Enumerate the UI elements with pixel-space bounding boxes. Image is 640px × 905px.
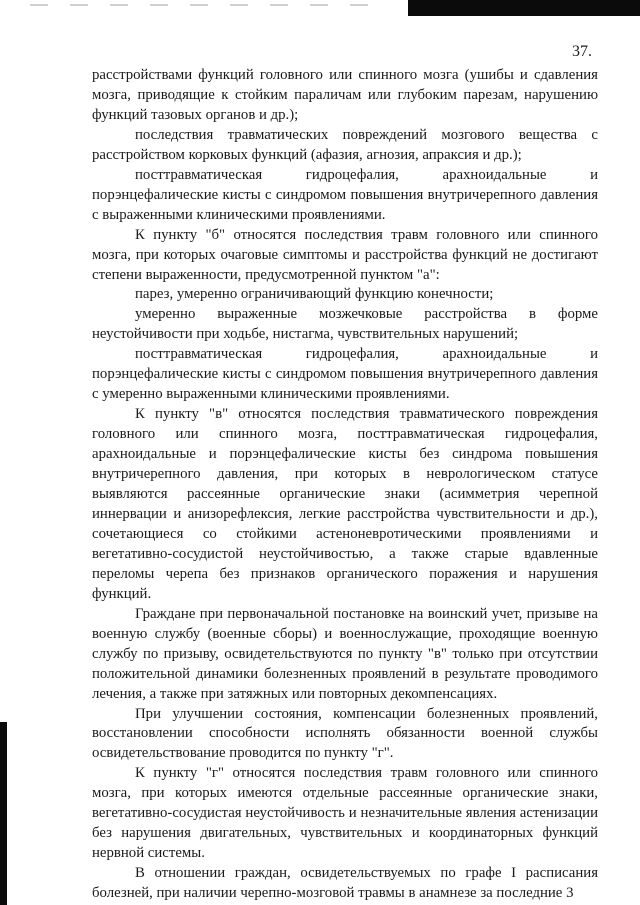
paragraph: К пункту "б" относятся последствия травм головного или спинного мозга, при которых очаговые симптомы и расстройства функций не достигают степени выраженности, предусмотренной пунктом "а": bbox=[92, 226, 598, 283]
paragraph: последствия травматических повреждений мозгового вещества с расстройством корковых функций (афазия, агнозия, апраксия и др.); bbox=[92, 126, 598, 163]
paragraph: парез, умеренно ограничивающий функцию конечности; bbox=[135, 286, 494, 303]
paragraph: При улучшении состояния, компенсации болезненных проявлений, восстановлении способности исполнять обязанности военной службы освидетельствование проводится по пункту "г". bbox=[92, 705, 598, 762]
scan-artifact-top-bar bbox=[408, 0, 640, 16]
paragraph: К пункту "в" относятся последствия травматического повреждения головного или спинного мозга, посттравматическая гидроцефалия, арахноидальные и порэнцефалические кисты без синдрома повышения внутричерепного давления, при которых в неврологическом статусе выявляются рассеянные органические знаки (асимметрия черепной иннервации и анизорефлексия, легкие расстройства чувствительности и др.), сочетающиеся со стойкими астеноневротическими проявлениями и вегетативно-сосудистой неустойчивостью, а также старые вдавленные переломы черепа без признаков органического поражения и нарушения функций. bbox=[92, 406, 598, 602]
paragraph: умеренно выраженные мозжечковые расстройства в форме неустойчивости при ходьбе, нистагма, чувствительных нарушений; bbox=[92, 306, 598, 343]
document-body bbox=[92, 66, 598, 904]
scan-artifact-top-specks bbox=[30, 4, 390, 6]
scan-artifact-left-edge bbox=[0, 722, 7, 905]
page-number: 37. bbox=[572, 43, 592, 60]
paragraph: расстройствами функций головного или спинного мозга (ушибы и сдавления мозга, приводящие к стойким параличам или глубоким парезам, нарушению функций тазовых органов и др.); bbox=[92, 67, 598, 123]
paragraph: В отношении граждан, освидетельствуемых по графе I расписания болезней, при наличии черепно-мозговой травмы в анамнезе за последние 3 bbox=[92, 865, 598, 902]
paragraph: Граждане при первоначальной постановке на воинский учет, призыве на военную службу (военные сборы) и военнослужащие, проходящие военную службу по призыву, освидетельствуются по пункту "в" только при отсутствии положительной динамики болезненных проявлений в результате проводимого лечения, а также при затяжных или повторных декомпенсациях. bbox=[92, 605, 598, 702]
paragraph: посттравматическая гидроцефалия, арахноидальные и порэнцефалические кисты с синдромом повышения внутричерепного давления с умеренно выраженными клиническими проявлениями. bbox=[92, 346, 598, 403]
paragraph: К пункту "г" относятся последствия травм головного или спинного мозга, при которых имеются отдельные рассеянные органические знаки, вегетативно-сосудистая неустойчивость и незначительные явления астенизации без нарушения двигательных, чувствительных и координаторных функций нервной системы. bbox=[92, 765, 598, 862]
paragraph: посттравматическая гидроцефалия, арахноидальные и порэнцефалические кисты с синдромом повышения внутричерепного давления с выраженными клиническими проявлениями. bbox=[92, 166, 598, 223]
